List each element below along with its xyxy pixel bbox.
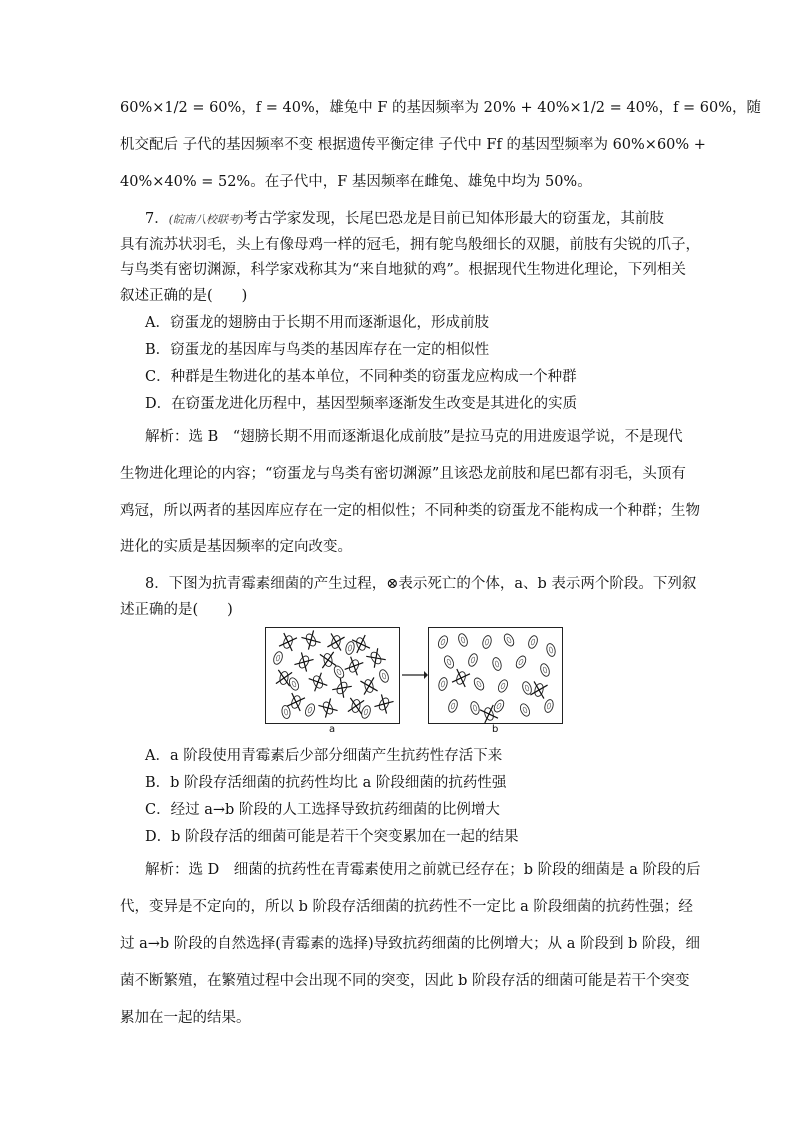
live-bacterium [543,699,554,714]
live-bacterium [281,705,291,719]
analysis-line: 解析：选 D 细菌的抗药性在青霉素使用之前就已经存在；b 阶段的细菌是 a 阶段的后 [145,862,701,878]
question-source: (皖南八校联考) [168,213,244,226]
live-bacterium [472,676,485,691]
question-stem: 具有流苏状羽毛，头上有像母鸡一样的冠毛，拥有鸵鸟般细长的双腿，前肢有尖锐的爪子， [120,237,700,253]
option-b: B．窃蛋龙的基因库与鸟类的基因库存在一定的相似性 [145,342,490,358]
dead-bacterium [318,698,337,717]
live-bacterium [332,664,345,679]
question-stem: 考古学家发现，长尾巴恐龙是目前已知体形最大的窃蛋龙，其前肢 [243,211,664,227]
analysis-line: 菌不断繁殖，在繁殖过程中会出现不同的突变，因此 b 阶段存活的细菌可能是若干个突变 [120,973,690,989]
dead-bacterium [301,630,320,649]
live-bacterium [545,643,556,658]
dead-bacterium [530,681,547,698]
live-bacterium [519,702,532,717]
live-bacterium [443,654,456,669]
live-bacterium [288,676,301,691]
analysis-line: 进化的实质是基因频率的定向改变。 [120,539,352,555]
stage-b-label: b [492,724,499,735]
live-bacterium [521,681,533,696]
dead-bacterium [327,633,344,650]
live-bacterium [497,678,510,693]
live-bacterium [447,699,459,714]
live-bacterium [437,677,448,692]
dead-bacterium [287,693,305,711]
stage-a-panel [265,627,400,724]
live-bacterium [457,633,469,648]
dead-bacterium [332,678,351,697]
dead-bacterium [309,673,328,692]
bacteria-figure [265,627,557,739]
live-bacterium [539,663,551,678]
stage-b-bacteria [429,628,562,723]
text-line: 40%×40% = 52%。在子代中，F 基因频率在雌兔、雄兔中均为 50%。 [120,174,592,190]
option-a: A．窃蛋龙的翅膀由于长期不用而逐渐退化，形成前肢 [145,315,489,331]
analysis-line: 累加在一起的结果。 [120,1010,251,1026]
question-stem: 与鸟类有密切渊源，科学家戏称其为“来自地狱的鸡”。根据现代生物进化理论，下列相关 [120,262,686,278]
live-bacterium [469,701,480,716]
dead-bacterium [360,677,377,694]
dead-bacterium [352,635,370,653]
option-c: C．经过 a→b 阶段的人工选择导致抗药细菌的比例增大 [145,802,500,818]
live-bacterium [502,632,515,647]
live-bacterium [481,635,492,650]
live-bacterium [527,635,539,650]
option-d: D．b 阶段存活的细菌可能是若干个突变累加在一起的结果 [145,829,519,845]
analysis-line: 解析：选 B “翅膀长期不用而逐渐退化成前肢”是拉马克的用进废退学说，不是现代 [145,429,683,445]
dead-bacterium [452,669,470,687]
arrow-icon [400,665,428,685]
live-bacterium [491,657,502,672]
analysis-line: 生物进化理论的内容；“窃蛋龙与鸟类有密切渊源”且该恐龙前肢和尾巴都有羽毛，头顶有 [120,466,686,482]
dead-bacterium [366,648,385,667]
dead-bacterium [320,652,336,668]
dead-bacterium [374,694,393,713]
live-bacterium [492,698,505,713]
live-bacterium [304,702,317,717]
live-bacterium [378,669,390,684]
dead-bacterium [294,652,313,671]
question-8-stem: 述正确的是( ) [120,602,233,618]
stage-a-label: a [329,724,336,735]
live-bacterium [437,634,450,649]
text-line: 60%×1/2 = 60%，f = 40%，雄兔中 F 的基因频率为 20% + 40%×1/2 = 40%，f = 60%，随 [120,100,762,116]
option-a: A．a 阶段使用青霉素后少部分细菌产生抗药性存活下来 [145,748,503,764]
option-d: D．在窃蛋龙进化历程中，基因型频率逐渐发生改变是其进化的实质 [145,396,578,412]
stage-b-panel [428,627,563,724]
stage-a-bacteria [266,628,399,723]
dead-bacterium [345,657,364,676]
live-bacterium [272,651,284,666]
dead-bacterium [480,705,498,723]
live-bacterium [360,705,372,720]
question-stem: 叙述正确的是( ) [120,288,248,304]
live-bacterium [514,654,527,669]
question-number: 7． [145,211,169,227]
question-7-first-line [145,209,664,230]
question-8-stem: 8．下图为抗青霉素细菌的产生过程，⊗表示死亡的个体，a、b 表示两个阶段。下列叙 [145,576,697,592]
analysis-line: 代，变异是不定向的，所以 b 阶段存活细菌的抗药性不一定比 a 阶段细菌的抗药性强；经 [120,899,693,915]
dead-bacterium [279,633,297,651]
live-bacterium [467,653,479,668]
text-line: 机交配后 子代的基因频率不变 根据遗传平衡定律 子代中 Ff 的基因型频率为 60%×60% + [120,137,706,153]
analysis-line: 鸡冠，所以两者的基因库应存在一定的相似性；不同种类的窃蛋龙不能构成一个种群；生物 [120,503,700,519]
option-b: B．b 阶段存活细菌的抗药性均比 a 阶段细菌的抗药性强 [145,775,507,791]
live-bacterium [344,641,355,656]
option-c: C．种群是生物进化的基本单位，不同种类的窃蛋龙应构成一个种群 [145,369,577,385]
analysis-line: 过 a→b 阶段的自然选择(青霉素的选择)导致抗药细菌的比例增大；从 a 阶段到 b 阶段，细 [120,936,700,952]
